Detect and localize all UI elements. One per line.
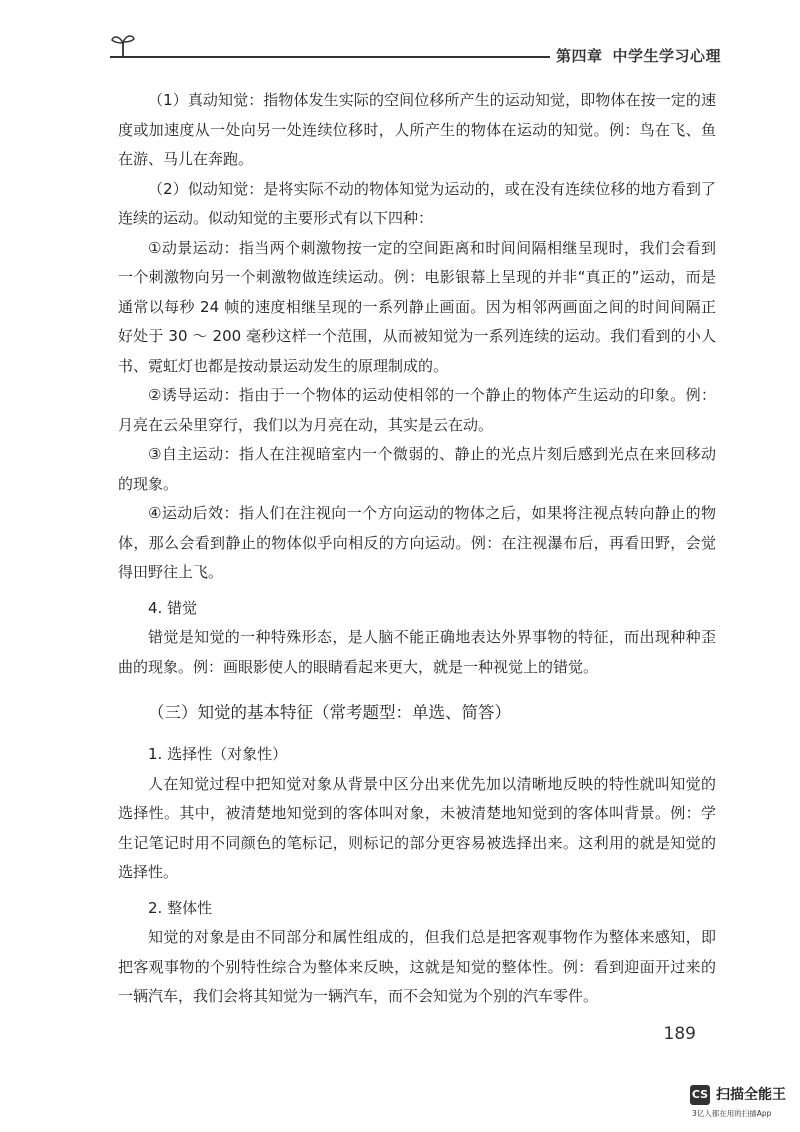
paragraph-aftereffect: ④运动后效：指人们在注视向一个方向运动的物体之后，如果将注视点转向静止的物体，那么会看到静止的物体似乎向相反的方向运动。例：在注视瀑布后，再看田野，会觉得田野往上飞。 <box>118 504 716 581</box>
paragraph-true-motion: （1）真动知觉：指物体发生实际的空间位移所产生的运动知觉，即物体在按一定的速度或加速度从一处向另一处连续位移时，人所产生的物体在运动的知觉。例：鸟在飞、鱼在游、马儿在奔跑。 <box>118 91 716 168</box>
heading-selectivity: 1. 选择性（对象性） <box>148 745 288 763</box>
paragraph-stroboscopic: ①动景运动：指当两个刺激物按一定的空间距离和时间间隔相继呈现时，我们会看到一个刺激物向另一个刺激物做连续运动。例：电影银幕上呈现的并非“真正的”运动，而是通常以每秒 24 帧的速度相继呈现的一系列静止画面。因为相邻两画面之间的时间间隔正好处于 30 ～ 200 毫秒这样一个范围，从而被知觉为一系列连续的运动。我们看到的小人书、霓虹灯也都是按动景运动发生的原理制成的。 <box>118 238 716 375</box>
heading-integrity: 2. 整体性 <box>148 898 213 917</box>
scanner-app-name: 扫描全能王 <box>716 1087 786 1103</box>
heading-illusion: 4. 错觉 <box>148 598 198 617</box>
paragraph-autokinetic: ③自主运动：指人在注视暗室内一个微弱的、静止的光点片刻后感到光点在来回移动的现象。 <box>118 445 716 493</box>
section-heading: （三）知觉的基本特征（常考题型：单选、简答） <box>148 703 511 722</box>
paragraph-integrity: 知觉的对象是由不同部分和属性组成的，但我们总是把客观事物作为整体来感知，即把客观事物的个别特性综合为整体来反映，这就是知觉的整体性。例：看到迎面开过来的一辆汽车，我们会将其知觉为一辆汽车，而不会知觉为个别的汽车零件。 <box>118 928 716 1005</box>
header-rule <box>110 56 550 58</box>
paragraph-apparent-motion: （2）似动知觉：是将实际不动的物体知觉为运动的，或在没有连续位移的地方看到了连续的运动。似动知觉的主要形式有以下四种： <box>118 179 716 227</box>
paragraph-selectivity: 人在知觉过程中把知觉对象从背景中区分出来优先加以清晰地反映的特性就叫知觉的选择性。其中，被清楚地知觉到的客体叫对象，未被清楚地知觉到的客体叫背景。例：学生记笔记时用不同颜色的笔标记，则标记的部分更容易被选择出来。这利用的就是知觉的选择性。 <box>118 774 716 881</box>
sprout-icon <box>110 30 136 58</box>
chapter-title: 中学生学习心理 <box>612 47 722 65</box>
paragraph-induced: ②诱导运动：指由于一个物体的运动使相邻的一个静止的物体产生运动的印象。例：月亮在云朵里穿行，我们以为月亮在动，其实是云在动。 <box>118 386 716 434</box>
paragraph-illusion: 错觉是知觉的一种特殊形态，是人脑不能正确地表达外界事物的特征，而出现种种歪曲的现象。例：画眼影使人的眼睛看起来更大，就是一种视觉上的错觉。 <box>118 628 716 676</box>
scanner-tagline: 3亿人都在用的扫描App <box>692 1109 772 1118</box>
page-number: 189 <box>663 1024 696 1044</box>
scanner-watermark <box>690 1085 794 1121</box>
chapter-number: 第四章 <box>556 47 603 65</box>
page-body <box>118 86 716 1012</box>
cs-logo-icon: CS <box>690 1085 710 1105</box>
chapter-header <box>556 45 721 66</box>
